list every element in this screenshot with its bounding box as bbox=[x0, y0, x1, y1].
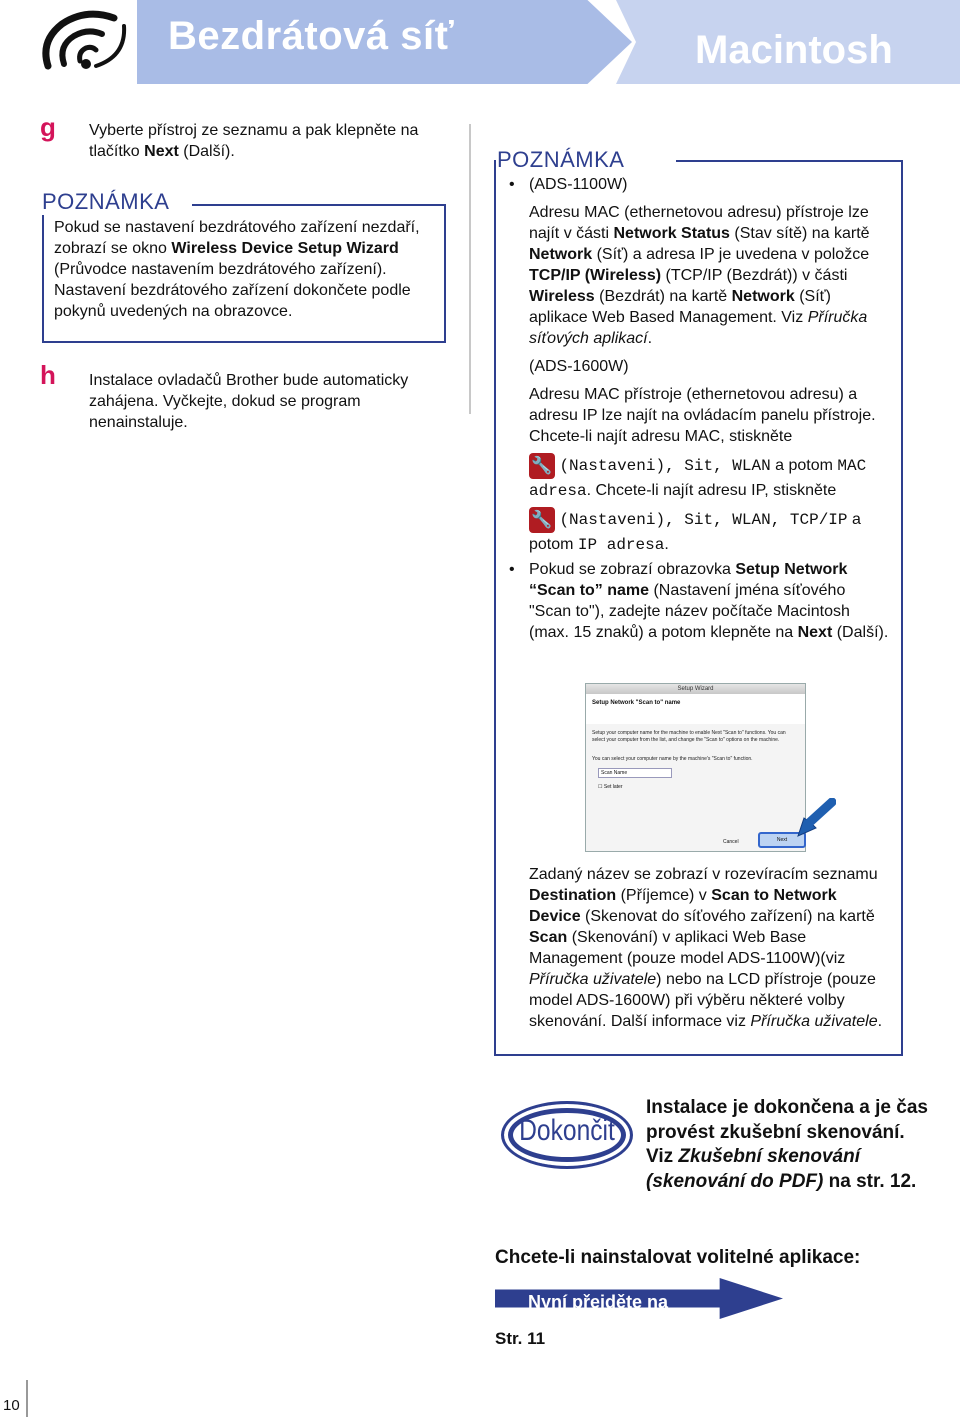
wireless-signal-icon bbox=[36, 6, 134, 78]
bullet-1: • bbox=[509, 176, 515, 193]
page-reference[interactable]: Str. 11 bbox=[495, 1329, 546, 1348]
note-right-content bbox=[529, 174, 889, 557]
note-title-right: POZNÁMKA bbox=[497, 147, 632, 173]
note-left-text: Pokud se nastavení bezdrátového zařízení nezdaří, zobrazí se okno Wireless Device Setup Wizard (Průvodce nastavením bezdrátového zařízení). Nastavení bezdrátového zařízení dokončete podle pokynů uvedených na obrazovce. bbox=[54, 219, 420, 320]
bullet-2-text: Pokud se zobrazí obrazovka Setup Network “Scan to” name (Nastavení jména síťového "Scan to"), zadejte název počítače Macintosh (max. 15 znaků) a potom klepněte na Next (Další). bbox=[529, 561, 889, 641]
step-letter-g: g bbox=[40, 112, 56, 142]
window-titlebar: Setup Wizard bbox=[586, 684, 805, 694]
optional-apps-heading: Chcete-li nainstalovat volitelné aplikace: bbox=[495, 1247, 861, 1268]
go-to-arrow-label: Nyní přejděte na bbox=[528, 1292, 669, 1312]
pointer-arrow-icon bbox=[796, 798, 836, 838]
os-label: Macintosh bbox=[695, 28, 893, 72]
scan-name-input[interactable]: Scan Name bbox=[598, 768, 672, 778]
settings-tools-icon: 🔧 bbox=[529, 507, 555, 533]
page-number: 10 bbox=[3, 1397, 20, 1414]
model-1600w-mac: 🔧 (Nastaveni), Sit, WLAN a potom MAC adresa. Chcete-li najít adresu IP, stiskněte bbox=[529, 453, 889, 503]
destination-note-text: Zadaný název se zobrazí v rozevíracím seznamu Destination (Příjemce) v Scan to Network Device (Skenovat do síťového zařízení) na kartě Scan (Skenování) v aplikaci Web Base Management (pouze model ADS-1100W)(viz Příručka uživatele) nebo na LCD přístroje (pouze model ADS-1600W) při výběru některé volby skenování. Další informace viz Příručka uživatele. bbox=[529, 866, 883, 1030]
column-divider bbox=[469, 124, 471, 414]
setup-wizard-screenshot bbox=[585, 683, 806, 852]
model-1600w: (ADS-1600W) bbox=[529, 358, 629, 375]
model-1100w-text: Adresu MAC (ethernetovou adresu) přístroje lze najít v části Network Status (Stav sítě) na kartě Network (Síť) a adresa IP je uvedena v položce TCP/IP (Wireless) (TCP/IP (Bezdrát)) v části Wireless (Bezdrát) na kartě Network (Síť) aplikace Web Based Management. Viz Příručka síťových aplikací. bbox=[529, 204, 870, 347]
model-1600w-text: Adresu MAC přístroje (ethernetovou adresu) a adresu IP lze najít na ovládacím panelu přístroje. Chcete-li najít adresu MAC, stiskněte bbox=[529, 386, 876, 445]
model-1100w: (ADS-1100W) bbox=[529, 176, 628, 193]
wizard-para-1: Setup your computer name for the machine to enable Next "Scan to" functions. You can select your computer from the list, and change the "Scan to" options on the machine. bbox=[592, 730, 786, 743]
page-corner-rule bbox=[26, 1380, 28, 1417]
next-button[interactable]: Next bbox=[758, 832, 806, 848]
wizard-para-2: You can select your computer name by the machine's "Scan to" function. bbox=[592, 756, 753, 762]
note-title-left: POZNÁMKA bbox=[42, 189, 175, 215]
bullet-2: • bbox=[509, 561, 515, 578]
step-letter-h: h bbox=[40, 360, 56, 390]
done-badge-label: Dokončit bbox=[519, 1114, 615, 1147]
set-later-checkbox[interactable]: ☐ Set later bbox=[598, 784, 623, 790]
step-h-text: Instalace ovladačů Brother bude automaticky zahájena. Vyčkejte, dokud se program nenainstaluje. bbox=[89, 372, 409, 431]
done-text: Instalace je dokončena a je čas provést zkušební skenování. Viz Zkušební skenování (skenování do PDF) na str. 12. bbox=[646, 1097, 928, 1192]
cancel-button[interactable]: Cancel bbox=[723, 839, 739, 845]
page-title: Bezdrátová síť bbox=[168, 14, 455, 58]
model-1600w-ip: 🔧 (Nastaveni), Sit, WLAN, TCP/IP a potom IP adresa. bbox=[529, 507, 889, 557]
settings-tools-icon: 🔧 bbox=[529, 453, 555, 479]
wizard-heading: Setup Network "Scan to" name bbox=[592, 700, 681, 706]
step-g-text: Vyberte přístroj ze seznamu a pak klepněte na tlačítko Next (Další). bbox=[89, 122, 419, 160]
